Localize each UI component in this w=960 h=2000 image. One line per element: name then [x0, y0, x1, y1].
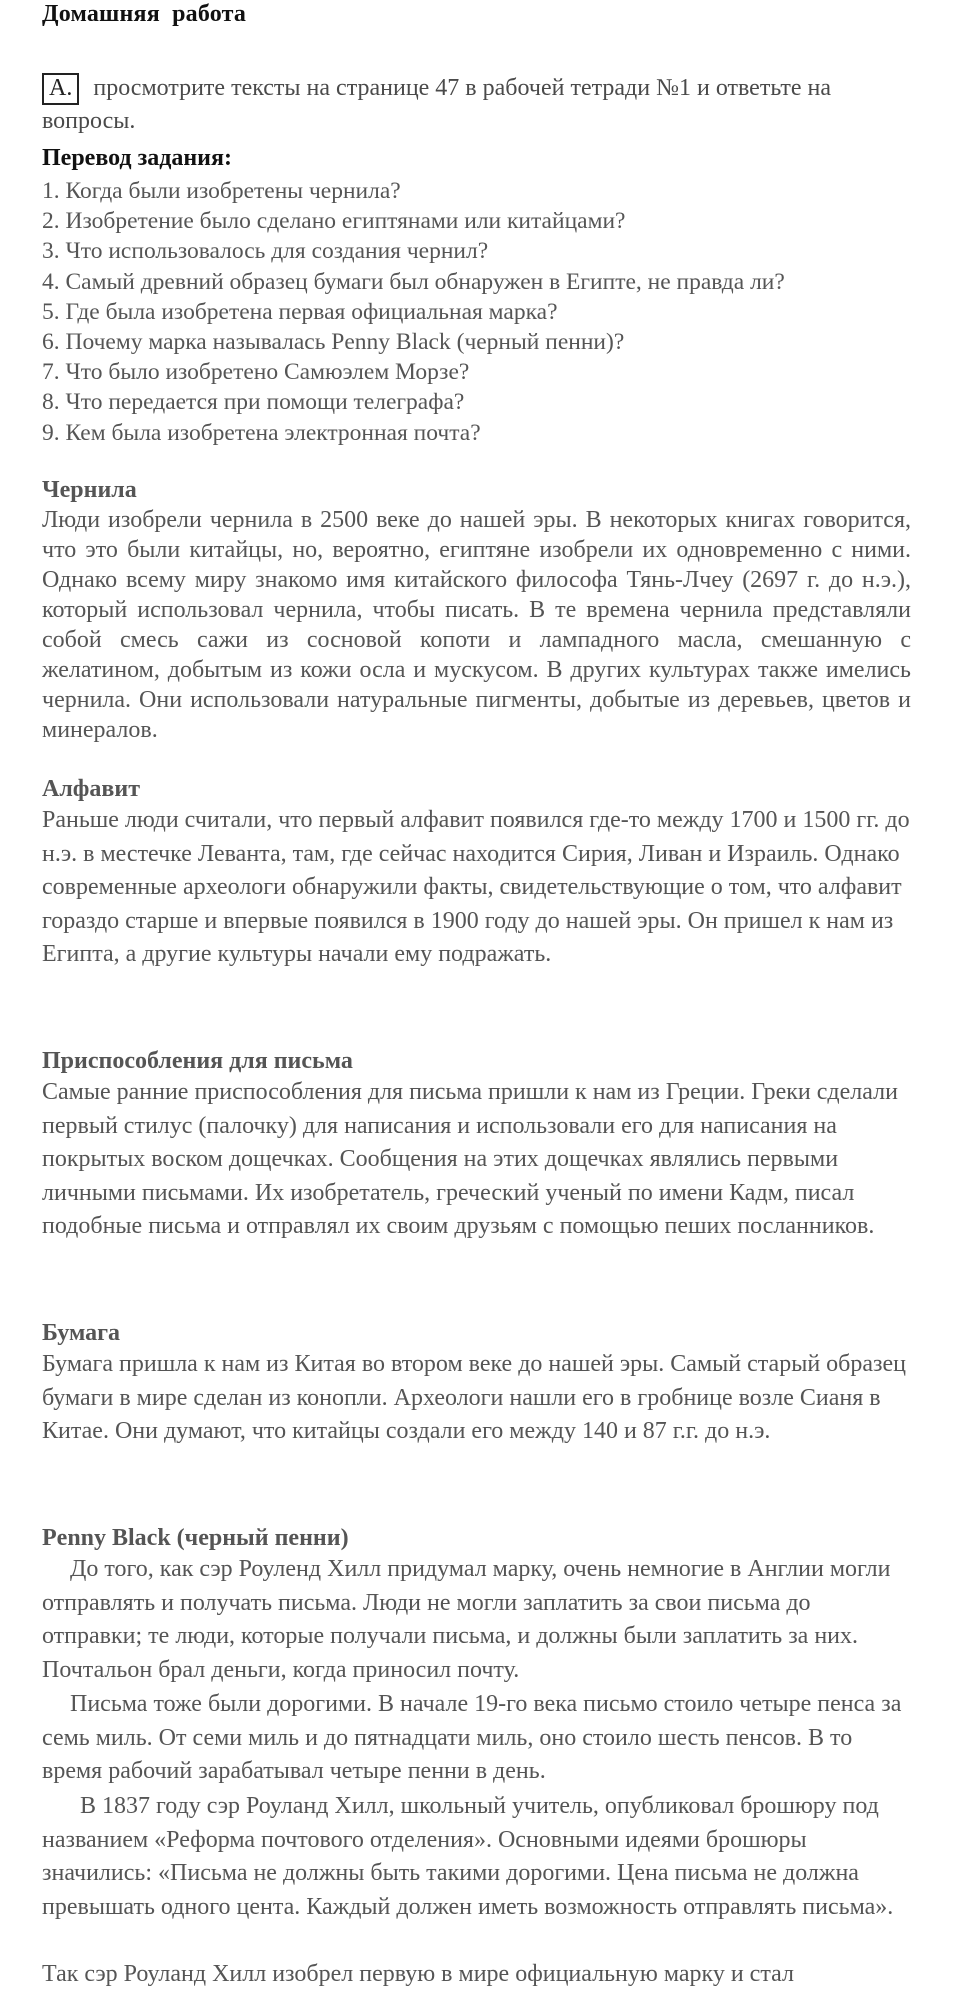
question-item: 4. Самый древний образец бумаги был обнаружен в Египте, не правда ли?	[42, 268, 785, 295]
section-text-penny-black-p1: До того, как сэр Роуленд Хилл придумал марку, очень немногие в Англии могли отправлять и получать письма. Люди не могли заплатить за свои письма до отправки; те люди, которые получали письма, и должны были заплатить за них. Почтальон брал деньги, когда приносил почту.	[42, 1556, 891, 1683]
section-text-paper: Бумага пришла к нам из Китая во втором веке до нашей эры. Самый старый образец бумаги в мире сделан из конопли. Археологи нашли его в гробнице возле Сианя в Китае. Они думают, что китайцы создали его между 140 и 87 г.г. до н.э.	[42, 1351, 907, 1444]
question-item: 5. Где была изобретена первая официальная марка?	[42, 298, 558, 325]
section-text-writing-tools: Самые ранние приспособления для письма пришли к нам из Греции. Греки сделали первый стилус (палочку) для написания и использовали его для написания на покрытых воском дощечках. Сообщения на этих дощечках являлись первыми личными письмами. Их изобретатель, греческий ученый по имени Кадм, писал подобные письма и отправлял их своим друзьям с помощью пеших посланников.	[42, 1079, 898, 1239]
section-text-alphabet: Раньше люди считали, что первый алфавит появился где-то между 1700 и 1500 гг. до н.э. в местечке Леванта, там, где сейчас находится Сирия, Ливан и Израиль. Однако современные археологи обнаружили факты, свидетельствующие о том, что алфавит гораздо старше и впервые появился в 1900 году до нашей эры. Он пришел к нам из Египта, а другие культуры начали ему подражать.	[42, 807, 910, 967]
question-item: 3. Что использовалось для создания чернил?	[42, 238, 489, 265]
question-list	[42, 176, 785, 448]
section-text-ink: Люди изобрели чернила в 2500 веке до нашей эры. В некоторых книгах говорится, что это были китайцы, но, вероятно, египтяне изобрели их одновременно с ними. Однако всему миру знакомо имя китайского философа Тянь-Лчеу (2697 г. до н.э.), который использовал чернила, чтобы писать. В те времена чернила представляли собой смесь сажи из сосновой копоти и лампадного масла, смешанную с желатином, добытым из кожи осла и мускусом. В других культурах также имелись чернила. Они использовали натуральные пигменты, добытые из деревьев, цветов и минералов.	[42, 507, 911, 743]
task-marker-box: A.	[42, 73, 79, 105]
task-instruction-text: просмотрите тексты на странице 47 в рабочей тетради №1 и ответьте на вопросы.	[42, 75, 831, 134]
section-text-penny-black-p3: В 1837 году сэр Роуланд Хилл, школьный учитель, опубликовал брошюру под названием «Реформа почтового отделения». Основными идеями брошюры значились: «Письма не должны быть такими дорогими. Цена письма не должна превышать одного цента. Каждый должен иметь возможность отправлять письма».	[42, 1793, 894, 1920]
section-text-penny-black-p4: Так сэр Роуланд Хилл изобрел первую в мире официальную марку и стал	[42, 1961, 794, 1987]
question-item: 9. Кем была изобретена электронная почта?	[42, 419, 481, 446]
question-item: 7. Что было изобретено Самюэлем Морзе?	[42, 359, 470, 386]
question-item: 1. Когда были изобретены чернила?	[42, 178, 401, 204]
section-text-penny-black-p2: Письма тоже были дорогими. В начале 19-го века письмо стоило четыре пенса за семь миль. От семи миль и до пятнадцати миль, оно стоило шесть пенсов. В то время рабочий зарабатывал четыре пенни в день.	[42, 1691, 902, 1784]
section-heading-penny-black: Penny Black (черный пенни)	[42, 1525, 349, 1551]
task-instruction-block	[42, 72, 922, 137]
section-heading-alphabet: Алфавит	[42, 776, 140, 802]
question-item: 6. Почему марка называлась Penny Black (черный пенни)?	[42, 329, 625, 356]
section-heading-writing-tools: Приспособления для письма	[42, 1048, 353, 1074]
page-title: Домашняя работа	[42, 1, 247, 27]
translation-heading: Перевод задания:	[42, 145, 232, 171]
section-heading-paper: Бумага	[42, 1320, 121, 1346]
section-heading-ink: Чернила	[42, 477, 137, 503]
question-item: 2. Изобретение было сделано египтянами или китайцами?	[42, 208, 626, 235]
question-item: 8. Что передается при помощи телеграфа?	[42, 389, 465, 416]
